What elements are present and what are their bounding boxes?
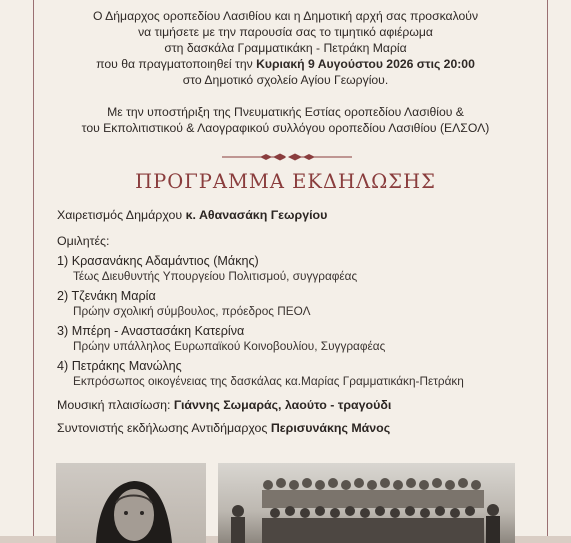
support-line-2: του Εκπολιτιστικού & Λαογραφικού συλλόγου οροπεδίου Λασιθίου (ΕΛΣΟΛ) (81, 121, 490, 135)
left-border-line (33, 0, 34, 536)
speaker-item (57, 323, 537, 354)
class-group-photo (218, 463, 515, 543)
speaker-item (57, 253, 537, 284)
divider-ornament (222, 152, 352, 162)
mayor-greeting (57, 207, 537, 223)
musician-name: Γιάννης Σωμαράς, λαούτο - τραγούδι (173, 398, 392, 412)
invitation-line-1: Ο Δήμαρχος οροπεδίου Λασιθίου και η Δημοτική αρχή σας προσκαλούν (92, 9, 479, 23)
invitation-line-3: στη δασκάλα Γραμματικάκη - Πετράκη Μαρία (164, 41, 407, 55)
speaker-number: 4) (57, 359, 72, 373)
speaker-number: 2) (57, 289, 72, 303)
music-accompaniment (57, 397, 537, 413)
program-title: ΠΡΟΓΡΑΜΜΑ ΕΚΔΗΛΩΣΗΣ (135, 170, 436, 193)
speaker-name: Τζενάκη Μαρία (71, 289, 156, 303)
greeting-prefix: Χαιρετισμός Δημάρχου (57, 208, 186, 222)
speaker-role: Τέως Διευθυντής Υπουργείου Πολιτισμού, συγγραφέας (73, 269, 358, 283)
support-line-1: Με την υποστήριξη της Πνευματικής Εστίας οροπεδίου Λασιθίου & (107, 105, 464, 119)
mayor-name: κ. Αθανασάκη Γεωργίου (185, 208, 328, 222)
right-border-line (547, 0, 548, 536)
event-datetime: Κυριακή 9 Αυγούστου 2026 στις 20:00 (256, 57, 475, 71)
speaker-role: Εκπρόσωπος οικογένειας της δασκάλας κα.Μαρίας Γραμματικάκη-Πετράκη (73, 374, 464, 388)
speaker-name-line (57, 288, 537, 304)
speaker-name-line (57, 323, 537, 339)
invitation-text (40, 8, 531, 136)
music-prefix: Μουσική πλαισίωση: (57, 398, 174, 412)
program-section (57, 207, 537, 436)
speaker-name: Μπέρη - Αναστασάκη Κατερίνα (71, 324, 245, 338)
coordinator-prefix: Συντονιστής εκδήλωσης Αντιδήμαρχος (57, 421, 271, 435)
portrait-image (56, 463, 206, 543)
speaker-name: Κρασανάκης Αδαμάντιος (Μάκης) (71, 254, 259, 268)
speaker-number: 1) (57, 254, 72, 268)
speaker-name: Πετράκης Μανώλης (71, 359, 182, 373)
speaker-name-line (57, 253, 537, 269)
invitation-line-5: στο Δημοτικό σχολείο Αγίου Γεωργίου. (182, 73, 389, 87)
speakers-label: Ομιλητές: (57, 234, 110, 248)
event-coordinator (57, 420, 537, 436)
speaker-item (57, 358, 537, 389)
group-image (218, 463, 515, 543)
speaker-role: Πρώην σχολική σύμβουλος, πρόεδρος ΠΕΟΛ (73, 304, 311, 318)
invitation-line-2: να τιμήσετε με την παρουσία σας το τιμητικό αφιέρωμα (138, 25, 433, 39)
date-prefix: που θα πραγματοποιηθεί την (96, 57, 257, 71)
invitation-date-line (40, 56, 531, 72)
speaker-number: 3) (57, 324, 72, 338)
speaker-role: Πρώην υπάλληλος Ευρωπαϊκού Κοινοβουλίου, Συγγραφέας (73, 339, 386, 353)
speaker-item (57, 288, 537, 319)
speaker-name-line (57, 358, 537, 374)
coordinator-name: Περισυνάκης Μάνος (270, 421, 391, 435)
portrait-photo (56, 463, 206, 543)
